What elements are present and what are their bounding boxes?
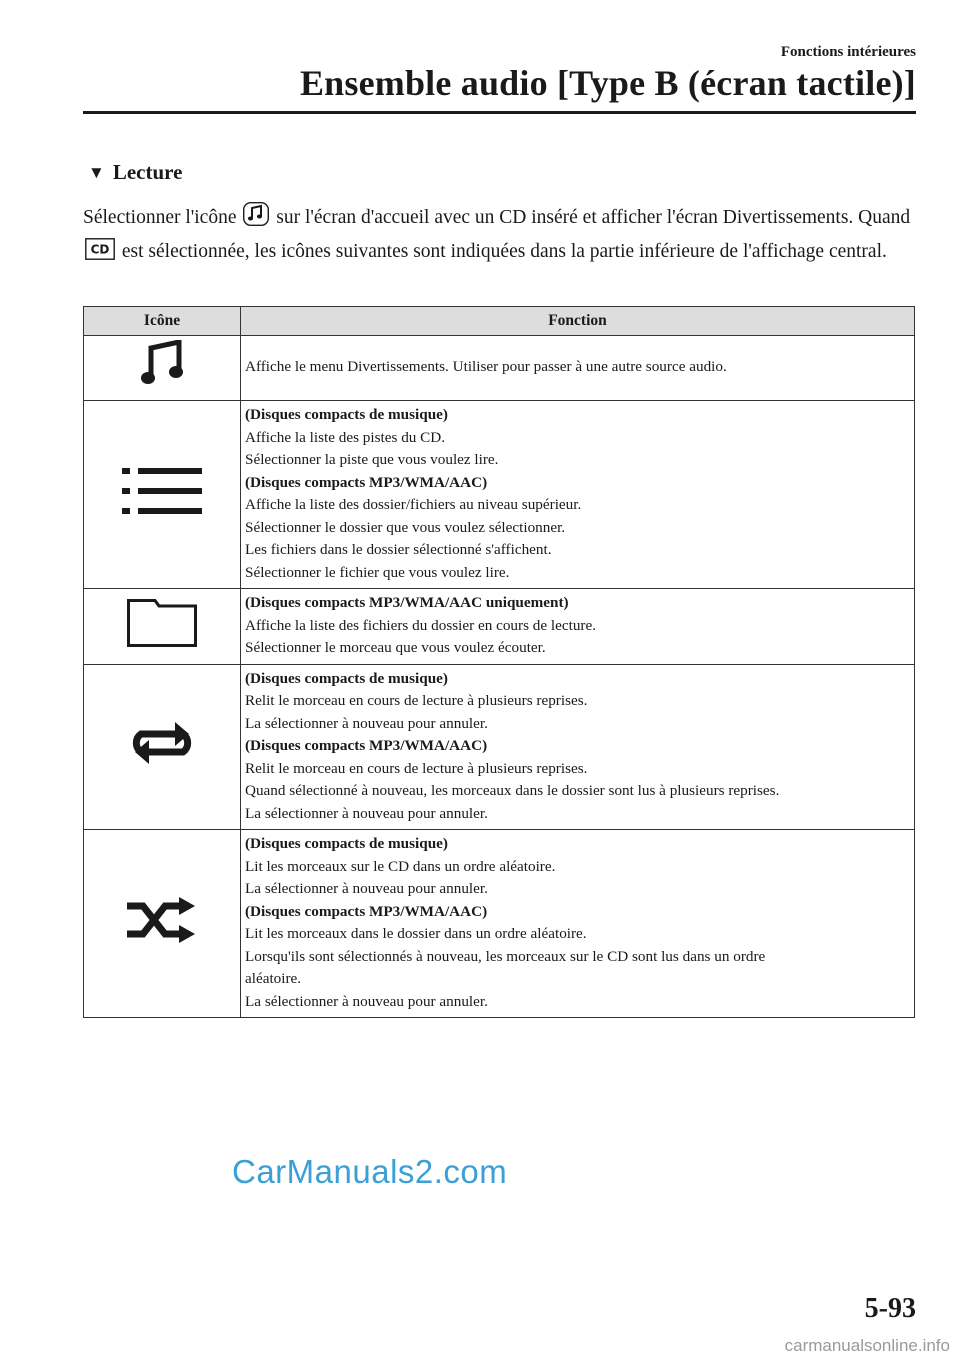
intro-text-2: sur l'écran d'accueil avec un CD inséré et afficher l'écran Divertissements. Quand	[276, 207, 911, 228]
icon-function-table	[83, 306, 915, 1018]
icon-cell	[84, 589, 241, 665]
function-line: La sélectionner à nouveau pour annuler.	[245, 804, 488, 822]
table-row	[84, 664, 915, 830]
function-line: Sélectionner le fichier que vous voulez lire.	[245, 563, 510, 581]
function-line: (Disques compacts MP3/WMA/AAC)	[245, 473, 488, 491]
function-line: La sélectionner à nouveau pour annuler.	[245, 714, 488, 732]
icon-cell	[84, 664, 241, 830]
table-row	[84, 830, 915, 1018]
function-line: (Disques compacts de musique)	[245, 669, 448, 687]
icon-cell	[84, 401, 241, 589]
header-section: Fonctions intérieures	[780, 44, 916, 60]
table-row	[84, 336, 915, 401]
function-line: Lorsqu'ils sont sélectionnés à nouveau, les morceaux sur le CD sont lus dans un ordre	[245, 947, 766, 965]
function-line: Affiche la liste des pistes du CD.	[245, 428, 446, 446]
function-line: Lit les morceaux sur le CD dans un ordre aléatoire.	[245, 857, 556, 875]
triangle-bullet-icon: ▼	[88, 162, 105, 182]
function-line: (Disques compacts de musique)	[245, 406, 448, 423]
function-line: Sélectionner le morceau que vous voulez écouter.	[245, 639, 546, 656]
function-cell	[241, 830, 915, 1018]
function-line: Relit le morceau en cours de lecture à plusieurs reprises.	[245, 759, 588, 777]
cd-icon-label: CD	[90, 242, 110, 257]
function-line: La sélectionner à nouveau pour annuler.	[245, 880, 488, 897]
function-line: Affiche le menu Divertissements. Utiliser pour passer à une autre source audio.	[245, 358, 727, 376]
page-title: Ensemble audio [Type B (écran tactile)]	[299, 63, 916, 103]
function-line: (Disques compacts de musique)	[245, 835, 448, 852]
table-row	[84, 401, 915, 589]
function-line: (Disques compacts MP3/WMA/AAC)	[245, 902, 488, 920]
intro-text-3: est sélectionnée, les icônes suivantes sont indiquées dans la partie inférieure de l'affichage central.	[121, 241, 887, 262]
function-line: aléatoire.	[245, 970, 302, 987]
shuffle-icon	[125, 897, 199, 943]
list-icon	[122, 468, 202, 514]
icon-cell	[84, 336, 241, 401]
icon-cell	[84, 830, 241, 1018]
function-line: Les fichiers dans le dossier sélectionné s'affichent.	[245, 541, 552, 558]
section-heading-text: Lecture	[112, 160, 183, 184]
function-line: (Disques compacts MP3/WMA/AAC)	[245, 737, 488, 754]
function-line: Affiche la liste des fichiers du dossier en cours de lecture.	[245, 616, 597, 634]
watermark: CarManuals2.com	[232, 1153, 508, 1190]
intro-text-1: Sélectionner l'icône	[83, 207, 237, 228]
music-note-icon	[140, 340, 184, 388]
page-number: 5-93	[864, 1293, 916, 1324]
function-line: Lit les morceaux dans le dossier dans un ordre aléatoire.	[245, 925, 587, 942]
footer-watermark: carmanualsonline.info	[784, 1336, 950, 1355]
function-line: Relit le morceau en cours de lecture à plusieurs reprises.	[245, 692, 588, 709]
function-line: Sélectionner la piste que vous voulez lire.	[245, 451, 499, 468]
table-row	[84, 589, 915, 665]
function-cell	[241, 336, 915, 401]
folder-icon	[127, 599, 197, 647]
music-note-icon	[243, 202, 269, 236]
function-line: Affiche la liste des dossier/fichiers au niveau supérieur.	[245, 496, 582, 513]
function-line: La sélectionner à nouveau pour annuler.	[245, 992, 488, 1010]
function-cell	[241, 401, 915, 589]
header-icon: Icône	[84, 307, 241, 336]
function-cell	[241, 664, 915, 830]
header-rule	[83, 111, 916, 114]
repeat-icon	[127, 722, 197, 764]
function-line: Sélectionner le dossier que vous voulez sélectionner.	[245, 518, 566, 536]
function-cell	[241, 589, 915, 665]
function-line: Quand sélectionné à nouveau, les morceaux dans le dossier sont lus à plusieurs reprises.	[245, 782, 780, 799]
function-line: (Disques compacts MP3/WMA/AAC uniquement)	[245, 594, 569, 611]
cd-icon	[85, 238, 115, 270]
section-heading	[88, 160, 182, 185]
header-function: Fonction	[241, 307, 915, 336]
table-header-row	[84, 307, 915, 336]
intro-paragraph	[83, 202, 913, 270]
